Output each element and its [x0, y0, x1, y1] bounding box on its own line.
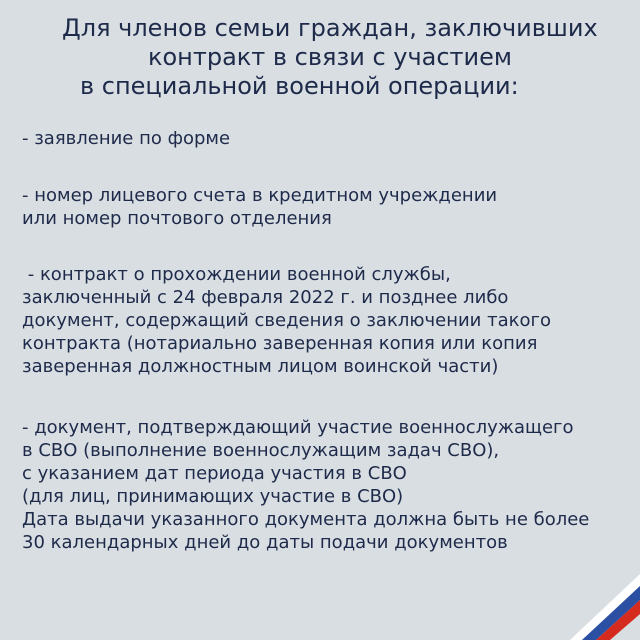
russian-flag-ribbon-icon — [550, 570, 640, 640]
item-line: 30 календарных дней до даты подачи документов — [22, 532, 508, 553]
item-line: Дата выдачи указанного документа должна быть не более — [22, 509, 590, 530]
item-line: заключенный с 24 февраля 2022 г. и позднее либо — [22, 287, 509, 308]
item-line: - заявление по форме — [22, 128, 231, 149]
title-line-1: Для членов семьи граждан, заключивших — [62, 14, 598, 42]
document-item-account-number — [22, 184, 632, 230]
item-line: в СВО (выполнение военнослужащим задач СВО), — [22, 440, 500, 461]
item-line: документ, содержащий сведения о заключении такого — [22, 310, 551, 331]
item-line: заверенная должностным лицом воинской части) — [22, 356, 499, 377]
document-item-application — [22, 127, 632, 150]
item-line: - номер лицевого счета в кредитном учреждении — [22, 185, 498, 206]
item-line: - контракт о прохождении военной службы, — [22, 264, 451, 285]
item-line: с указанием дат периода участия в СВО — [22, 463, 407, 484]
title-line-2: контракт в связи с участием — [148, 43, 512, 71]
page-title — [40, 14, 620, 101]
item-line: (для лиц, принимающих участие в СВО) — [22, 486, 404, 507]
item-line: - документ, подтверждающий участие военнослужащего — [22, 417, 574, 438]
document-item-contract — [22, 263, 632, 378]
item-line: или номер почтового отделения — [22, 208, 332, 229]
item-line: контракта (нотариально заверенная копия или копия — [22, 333, 538, 354]
title-line-3: в специальной военной операции: — [80, 72, 519, 100]
document-item-participation-proof — [22, 416, 632, 554]
